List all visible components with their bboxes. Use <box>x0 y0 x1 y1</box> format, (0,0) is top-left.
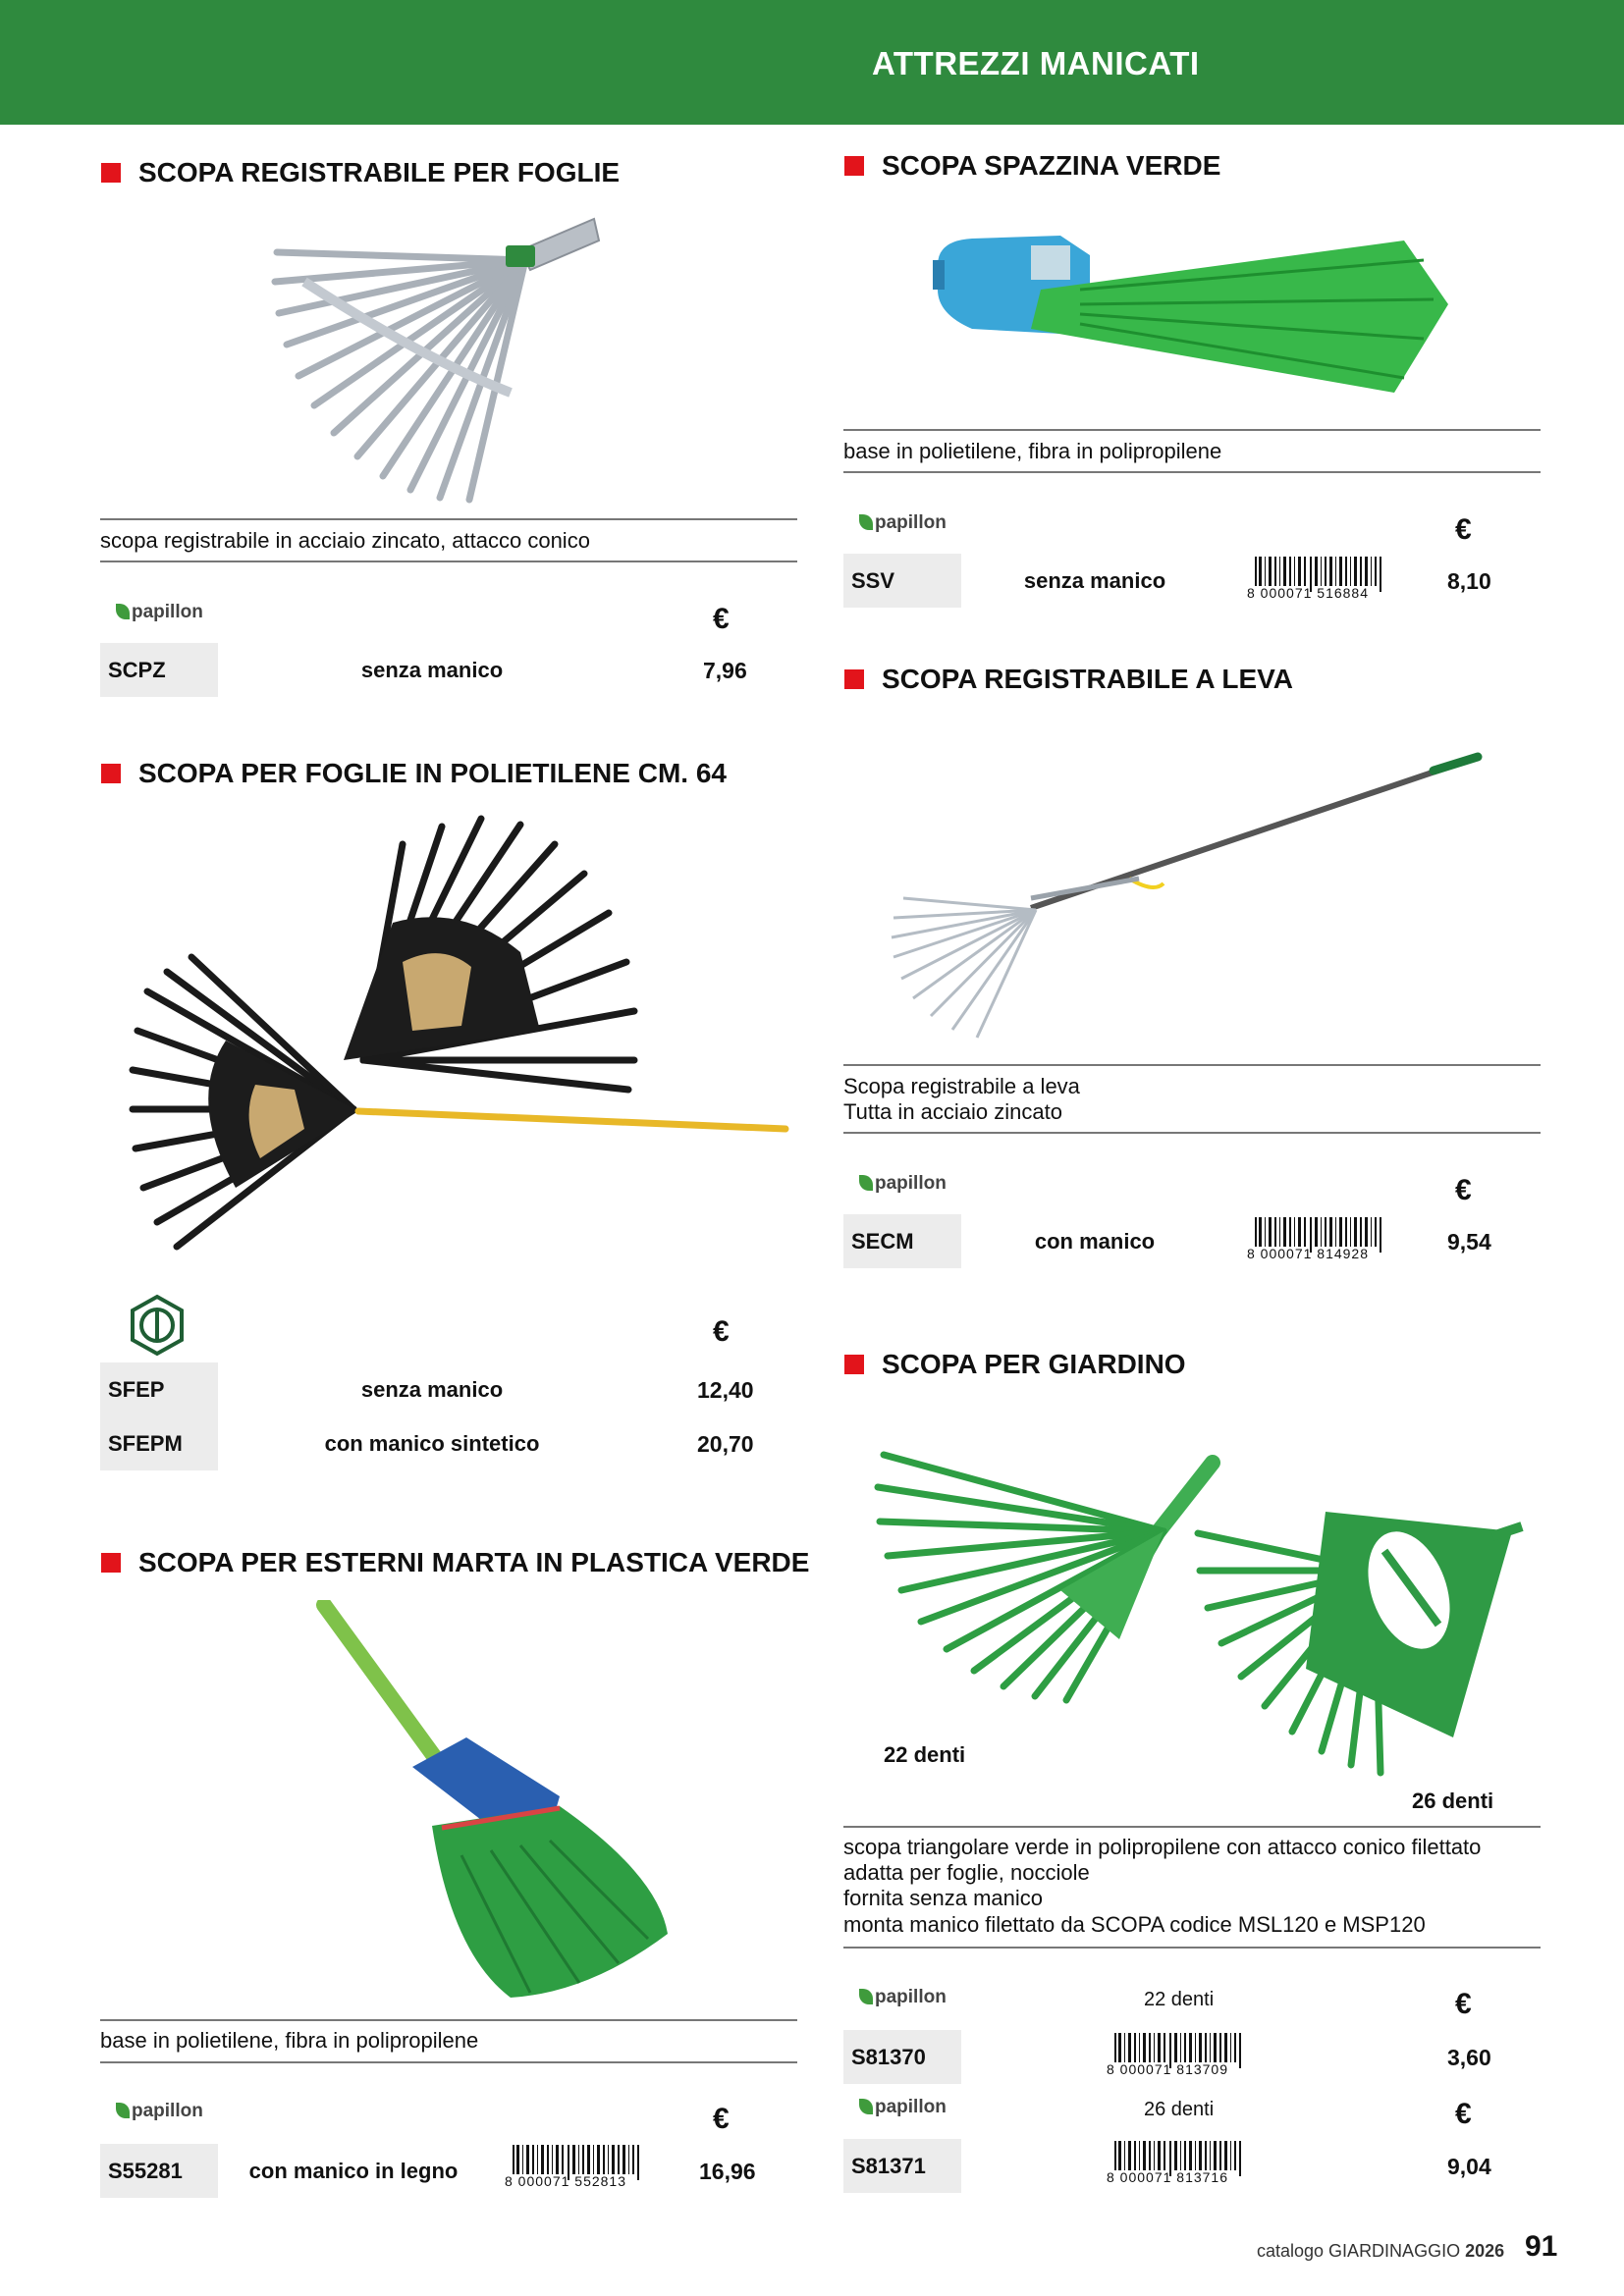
page-title: ATTREZZI MANICATI <box>872 45 1200 81</box>
product-code: SFEPM <box>100 1416 218 1470</box>
product-variant: con manico in legno <box>248 2159 459 2183</box>
barcode-number: 8 000071 552813 <box>505 2173 626 2189</box>
divider <box>843 1826 1541 1828</box>
product-code: SFEP <box>100 1362 218 1416</box>
section-title: SCOPA PER FOGLIE IN POLIETILENE CM. 64 <box>138 758 727 788</box>
brand-logo: papillon <box>859 512 947 534</box>
rake-image <box>265 211 609 506</box>
image-label: 26 denti <box>1412 1789 1494 1813</box>
brand-logo: papillon <box>859 1173 947 1195</box>
brand-logo: papillon <box>116 602 203 623</box>
currency-symbol: € <box>1455 2098 1472 2130</box>
currency-symbol: € <box>713 2103 730 2135</box>
divider <box>100 2019 797 2021</box>
product-price: 16,96 <box>699 2159 756 2184</box>
product-variant: senza manico <box>1023 568 1166 593</box>
section-title: SCOPA PER ESTERNI MARTA IN PLASTICA VERDE <box>138 1547 810 1577</box>
product-description: monta manico filettato da SCOPA codice MSL120 e MSP120 <box>843 1912 1426 1937</box>
product-variant: senza manico <box>360 1377 504 1402</box>
footer-catalog: catalogo GIARDINAGGIO 2026 <box>1257 2241 1505 2261</box>
section-title: SCOPA SPAZZINA VERDE <box>882 150 1221 181</box>
product-code: SCPZ <box>100 643 218 697</box>
green-broom-image <box>933 221 1453 398</box>
leaf-icon <box>859 1175 873 1191</box>
divider <box>100 561 797 562</box>
section-title: SCOPA REGISTRABILE PER FOGLIE <box>138 157 621 187</box>
section-marker <box>101 764 121 783</box>
product-code: SECM <box>843 1214 961 1268</box>
page-number: 91 <box>1525 2230 1558 2263</box>
product-price: 3,60 <box>1447 2045 1491 2070</box>
product-price: 20,70 <box>697 1431 754 1457</box>
product-price: 8,10 <box>1447 568 1491 594</box>
leaf-icon <box>859 2099 873 2114</box>
product-price: 9,04 <box>1447 2154 1491 2179</box>
product-price: 9,54 <box>1447 1229 1491 1255</box>
variant-label: 22 denti <box>1144 1989 1215 2010</box>
product-code: S81371 <box>843 2139 961 2193</box>
product-description: adatta per foglie, nocciole <box>843 1860 1090 1885</box>
divider <box>843 1064 1541 1066</box>
lever-rake-image <box>884 751 1483 1045</box>
section-title: SCOPA REGISTRABILE A LEVA <box>882 664 1293 694</box>
leaf-icon <box>859 514 873 530</box>
product-price: 7,96 <box>703 658 747 683</box>
product-description: Tutta in acciaio zincato <box>843 1099 1062 1124</box>
brand-emblem-icon <box>126 1294 189 1357</box>
product-price: 12,40 <box>697 1377 754 1403</box>
currency-symbol: € <box>1455 1988 1472 2020</box>
brand-logo: papillon <box>859 1987 947 2008</box>
section-marker <box>101 163 121 183</box>
product-description: base in polietilene, fibra in polipropilene <box>843 439 1222 463</box>
image-label: 22 denti <box>884 1742 966 1767</box>
divider <box>843 1132 1541 1134</box>
currency-symbol: € <box>713 1315 730 1348</box>
product-variant: con manico sintetico <box>324 1431 540 1456</box>
divider <box>843 1947 1541 1949</box>
product-description: scopa triangolare verde in polipropilene con attacco conico filettato <box>843 1835 1482 1859</box>
product-code: S81370 <box>843 2030 961 2084</box>
section-marker <box>844 669 864 689</box>
divider <box>843 471 1541 473</box>
divider <box>100 2061 797 2063</box>
divider <box>100 518 797 520</box>
product-variant: senza manico <box>360 658 504 682</box>
variant-label: 26 denti <box>1144 2099 1215 2120</box>
brand-logo: papillon <box>116 2101 203 2122</box>
section-marker <box>844 156 864 176</box>
section-marker <box>844 1355 864 1374</box>
barcode-number: 8 000071 813716 <box>1107 2169 1228 2185</box>
brand-logo: papillon <box>859 2097 947 2118</box>
section-title: SCOPA PER GIARDINO <box>882 1349 1186 1379</box>
currency-symbol: € <box>1455 1174 1472 1206</box>
product-description: base in polietilene, fibra in polipropilene <box>100 2028 479 2053</box>
barcode-number: 8 000071 814928 <box>1247 1246 1369 1261</box>
barcode-number: 8 000071 813709 <box>1107 2061 1228 2077</box>
leaf-icon <box>116 2103 130 2118</box>
leaf-icon <box>116 604 130 619</box>
leaf-icon <box>859 1989 873 2004</box>
barcode-number: 8 000071 516884 <box>1247 585 1369 601</box>
divider <box>843 429 1541 431</box>
product-code: SSV <box>843 554 961 608</box>
section-marker <box>101 1553 121 1573</box>
poly-rakes-image <box>108 805 795 1256</box>
currency-symbol: € <box>713 603 730 635</box>
product-variant: con manico <box>1034 1229 1156 1254</box>
page-header <box>0 0 1624 125</box>
currency-symbol: € <box>1455 513 1472 546</box>
product-description: scopa registrabile in acciaio zincato, attacco conico <box>100 528 590 553</box>
product-code: S55281 <box>100 2144 218 2198</box>
outdoor-broom-image <box>295 1600 677 2002</box>
product-description: fornita senza manico <box>843 1886 1043 1910</box>
product-description: Scopa registrabile a leva <box>843 1074 1080 1098</box>
